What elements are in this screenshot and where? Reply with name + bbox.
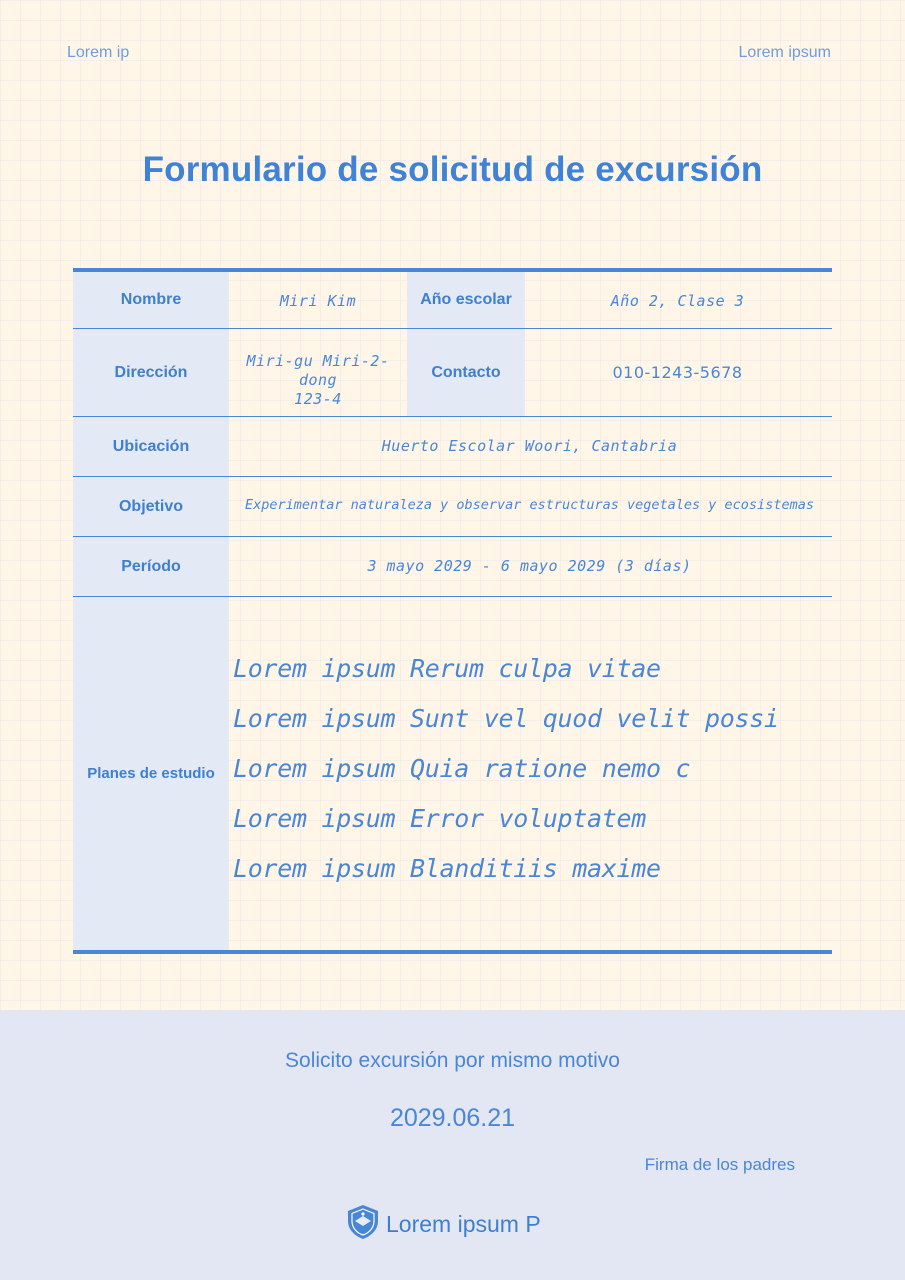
direccion-line-2: 123-4 — [294, 390, 342, 408]
row-ubicacion — [73, 417, 832, 477]
label-contacto: Contacto — [407, 329, 525, 416]
plan-item: Lorem ipsum Quia ratione nemo c — [233, 754, 691, 783]
table-bottom-rule — [73, 950, 832, 954]
plan-item: Lorem ipsum Sunt vel quod velit possi — [233, 704, 779, 733]
planes-list — [233, 644, 830, 894]
planes-list-container — [229, 597, 830, 950]
header-left-text: Lorem ip — [67, 44, 130, 61]
label-planes-de-estudio: Planes de estudio — [73, 597, 229, 950]
value-objetivo: Experimentar naturaleza y observar estructuras vegetales y ecosistemas — [245, 497, 814, 513]
request-date: 2029.06.21 — [389, 1104, 516, 1132]
value-direccion — [229, 329, 407, 416]
shield-crest-icon — [346, 1204, 380, 1245]
request-statement: Solicito excursión por mismo motivo — [285, 1049, 620, 1072]
header-right-text: Lorem ipsum — [738, 44, 831, 61]
value-periodo: 3 mayo 2029 - 6 mayo 2029 (3 días) — [367, 557, 692, 575]
value-contacto: 010-1243-5678 — [612, 363, 743, 382]
label-objetivo: Objetivo — [73, 477, 229, 536]
plan-item: Lorem ipsum Rerum culpa vitae — [233, 654, 661, 683]
row-direccion — [73, 329, 832, 417]
row-planes — [73, 597, 832, 950]
row-nombre — [73, 272, 832, 329]
row-periodo — [73, 537, 832, 597]
label-anio-escolar: Año escolar — [407, 272, 525, 328]
label-ubicacion: Ubicación — [73, 417, 229, 476]
parent-signature-label: Firma de los padres — [644, 1155, 795, 1174]
plan-item: Lorem ipsum Blanditiis maxime — [233, 854, 661, 883]
brand-name: Lorem ipsum P — [386, 1211, 541, 1237]
value-anio-escolar: Año 2, Clase 3 — [610, 292, 745, 310]
plan-item: Lorem ipsum Error voluptatem — [233, 804, 647, 833]
row-objetivo — [73, 477, 832, 537]
label-nombre: Nombre — [73, 272, 229, 328]
label-direccion: Dirección — [73, 329, 229, 416]
brand-logo — [346, 1204, 541, 1245]
value-ubicacion: Huerto Escolar Woori, Cantabria — [381, 437, 678, 455]
label-periodo: Período — [73, 537, 229, 596]
page-title: Formulario de solicitud de excursión — [142, 150, 763, 189]
request-form-table — [73, 268, 832, 954]
direccion-line-1: Miri-gu Miri-2-dong — [246, 352, 390, 389]
value-nombre: Miri Kim — [279, 292, 357, 310]
